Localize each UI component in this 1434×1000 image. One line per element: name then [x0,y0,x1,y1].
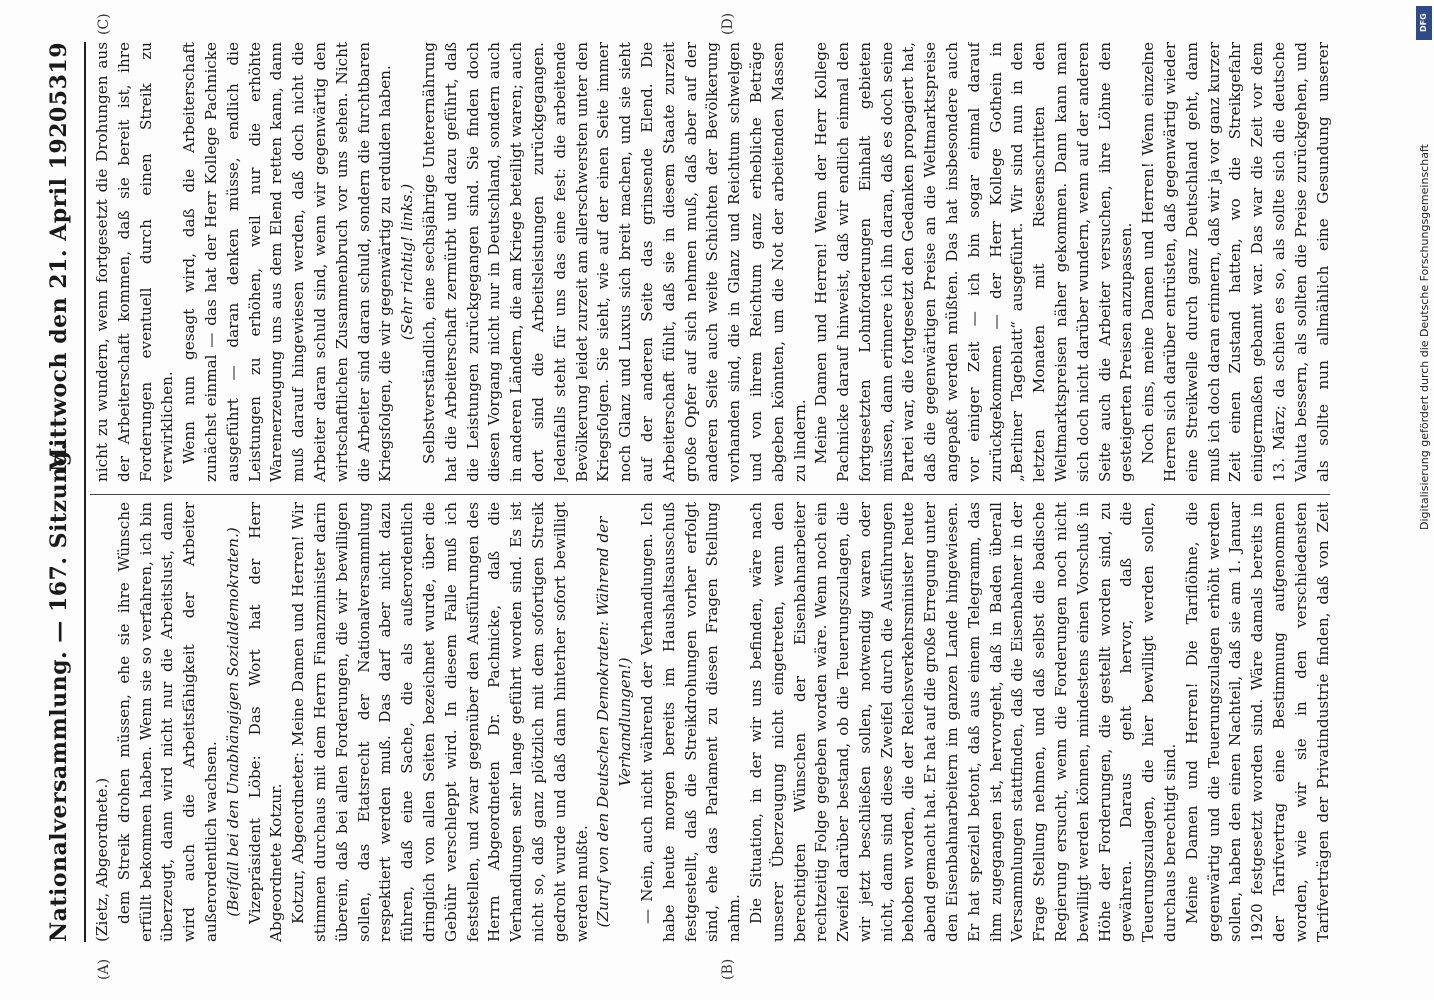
column-divider [90,494,1330,495]
margin-marker-b: (B) [720,958,736,980]
text-column-right [92,42,1332,482]
paragraph: Die Situation, in der wir uns befinden, wäre nach unserer Überzeugung nicht eingetreten, wenn den berechtigten Wünschen der Eisenbahnarbeiter rechtzeitig Folge gegeben worden wäre. Wenn noch ein Zweifel darüber bestand, ob die Teuerungszulagen, die wir jetzt beschließen sollen, notwendig waren oder nicht, dann sind diese Zweifel durch die Ausführungen behoben worden, die der Reichsverkehrsminister heute abend gemacht hat. Er hat auf die große Erregung unter den Eisenbahnarbeitern im ganzen Lande hingewiesen. Er hat speziell betont, daß aus einem Telegramm, das ihm zugegangen ist, hervorgeht, daß in Baden überall Versammlungen stattfinden, daß die Eisenbahner in der Frage Stellung nehmen, und daß selbst die badische Regierung ersucht, wenn die Forderungen noch nicht bewilligt werden können, mindestens einen Vorschuß in Höhe der Forderungen, die gestellt worden sind, zu gewähren. Daraus geht hervor, daß die Teuerungszulagen, die hier bewilligt werden sollen, durchaus berechtigt sind. [746,502,1180,942]
speaker-tag: (Zietz, Abgeordnete.) [93,777,111,942]
dfg-logo: DFG [1416,6,1432,40]
margin-marker-c: (C) [96,13,112,35]
header-rule [84,42,86,942]
margin-marker-a: (A) [96,958,112,980]
paragraph: Meine Damen und Herren! Die Tariflöhne, die gegenwärtig und die Teuerungszulagen erhöht werden sollen, haben den einen Nachteil, daß sie am 1. Januar 1920 festgesetzt worden sind. Wäre damals bereits in der Tarifvertrag eine Bestimmung aufgenommen worden, wie wir sie in den verschiedensten Tarifverträgen der Privatindustrie finden, daß von Zeit [1182,502,1332,942]
margin-marker-d: (D) [720,12,736,35]
running-head-title: Nationalversammlung. — 167. Sitzung. [46,442,72,942]
paragraph: — Nein, auch nicht während der Verhandlungen. Ich habe heute morgen bereits im Haushaltsausschuß festgestellt, daß die Streikdrohungen vorher erfolgt sind, ehe das Parlament zu diesen Fragen Stellung nahm. [637,502,744,942]
paragraph: Noch eins, meine Damen und Herren! Wenn einzelne Herren sich darüber entrüsten, daß gegenwärtig wieder eine Streikwelle durch ganz Deutschland geht, dann muß ich doch daran erinnern, daß wir ja vor ganz kurzer Zeit einen Zustand hatten, wo die Streikgefahr einigermaßen gebannt war. Das war die Zeit vor dem 13. März; da schien es so, als sollte sich die deutsche Valuta bessern, als sollten die Preise zurückgehen, und als sollte nun allmählich eine Gesundung unserer [1139,42,1332,482]
paragraph: dem Streik drohen müssen, ehe sie ihre Wünsche erfüllt bekommen haben. Wenn sie so verfahren, ich bin überzeugt, dann wird nicht nur die Arbeitslust, dann wird auch die Arbeitsfähigkeit der Arbeiter außerordentlich wachsen. [114,502,220,942]
paragraph: Meine Damen und Herren! Wenn der Herr Kollege Pachnicke darauf hinweist, daß wir endlich einmal den fortgesetzten Lohnforderungen Einhalt gebieten müssen, dann erinnere ich ihn daran, daß es doch seine Partei war, die fortgesetzt den Gedanken propagiert hat, daß die gegenwärtigen Preise an die Weltmarktspreise angepaßt werden müßten. Das hat insbesondere auch vor einiger Zeit — ich bin sogar einmal darauf zurückgekommen — der Herr Kollege Gothein in „Berliner Tageblatt“ ausgeführt. Wir sind nun in den letzten Monaten mit Riesenschritten den Weltmarktspreisen näher gekommen. Dann kann man sich doch nicht darüber wundern, wenn auf der anderen Seite auch die Arbeiter versuchen, ihre Löhne den gesteigerten Preisen anzupassen. [812,42,1136,482]
text-column-left [92,502,1332,942]
paragraph: Wenn nun gesagt wird, daß die Arbeiterschaft zunächst einmal — das hat der Herr Kollege Pachnicke ausgeführt — daran denken müsse, endlich die Leistungen zu erhöhen, weil nur die erhöhte Warenerzeugung uns aus dem Elend retten kann, dann muß darauf hingewiesen werden, daß doch nicht die Arbeiter daran schuld sind, wenn wir gegenwärtig den wirtschaftlichen Zusammenbruch vor uns sehen. Nicht die Arbeiter sind daran schuld, sondern die furchtbaren Kriegsfolgen, die wir gegenwärtig zu erdulden haben. [180,42,395,482]
running-head-date: Mittwoch den 21. April 1920. [46,98,72,472]
page-number: 5319 [46,42,72,106]
interjection: (Beifall bei den Unabhängigen Sozialdemokraten.) [223,527,242,917]
interjection: (Zuruf von den Deutschen Demokraten: Während der Verhandlungen!) [594,516,635,928]
paragraph: Selbstverständlich, eine sechsjährige Unterernährung hat die Arbeiterschaft zermürbt und dazu geführt, daß die Leistungen zurückgegangen sind. Sie finden doch diesen Vorgang nicht nur in Deutschland, sondern auch in anderen Ländern, die am Kriege beteiligt waren; auch dort sind die Arbeitsleistungen zurückgegangen. Jedenfalls steht für uns das eine fest: die arbeitende Bevölkerung leidet zurzeit am allerschwersten unter den Kriegsfolgen. Sie sieht, wie auf der einen Seite immer noch Glanz und Luxus sich breit machen, und sie sieht auf der anderen Seite das grinsende Elend. Die Arbeiterschaft fühlt, daß sie in diesem Staate zurzeit große Opfer auf sich nehmen muß, daß aber auf der anderen Seite auch weite Schichten der Bevölkerung vorhanden sind, die in Glanz und Reichtum schwelgen und von ihrem Reichtum ganz erhebliche Beträge abgeben könnten, um die Not der arbeitenden Massen zu lindern. [419,42,809,482]
paragraph: Kotzur, Abgeordneter: Meine Damen und Herren! Wir stimmen durchaus mit dem Herrn Finanzminister darin überein, daß bei allen Forderungen, die wir bewilligen sollen, das Etatsrecht der Nationalversammlung respektiert werden muß. Das darf aber nicht dazu führen, daß eine Sache, die als außerordentlich dringlich von allen Seiten bezeichnet wurde, über die Gebühr verschleppt wird. In diesem Falle muß ich feststellen, und zwar gegenüber den Ausführungen des Herrn Abgeordneten Dr. Pachnicke, daß die Verhandlungen sehr lange geführt worden sind. Es ist nicht so, daß ganz plötzlich mit dem sofortigen Streik gedroht wurde und daß dann hinterher sofort bewilligt werden mußte. [289,502,591,942]
digitization-note: Digitalisierung gefördert durch die Deutsche Forschungsgemeinschaft [1418,144,1431,530]
running-head [46,42,76,942]
paragraph: Vizepräsident Löbe: Das Wort hat der Herr Abgeordnete Kotzur. [245,502,286,942]
paragraph: nicht zu wundern, wenn fortgesetzt die Drohungen aus der Arbeiterschaft kommen, daß sie bereit ist, ihre Forderungen eventuell durch einen Streik zu verwirklichen. [93,42,177,482]
interjection: (Sehr richtig! links.) [398,183,417,341]
